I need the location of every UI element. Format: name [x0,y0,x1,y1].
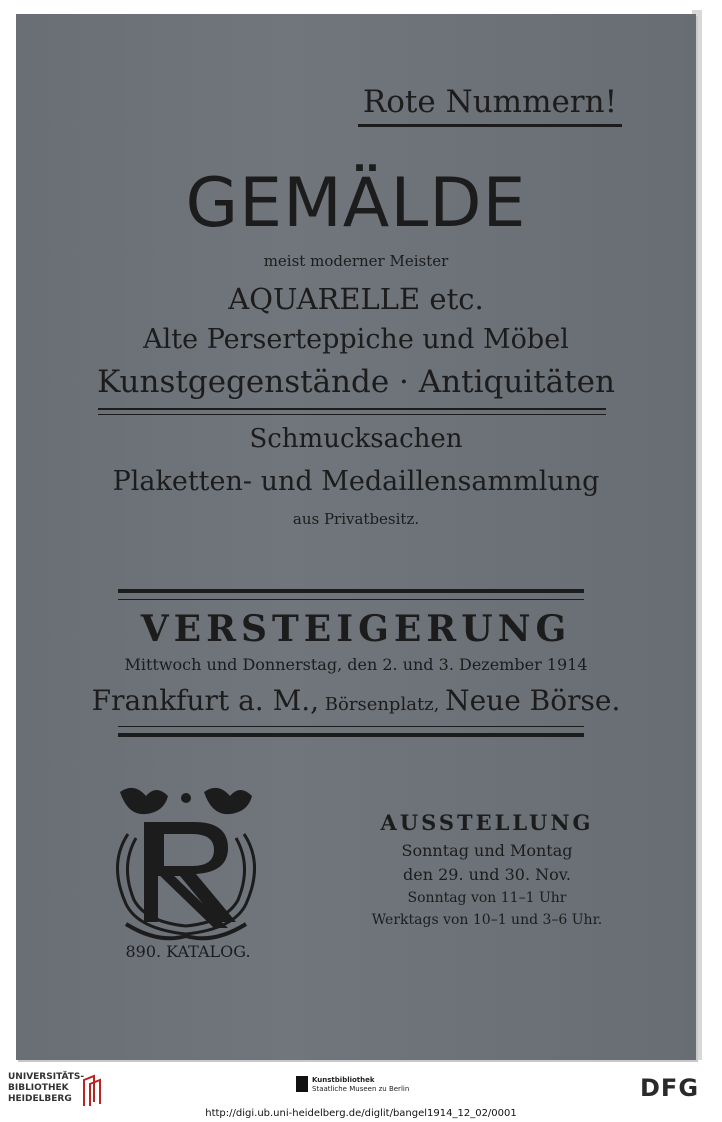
subtitle-meist: meist moderner Meister [263,252,449,270]
uni-line-2: BIBLIOTHEK [8,1083,69,1093]
auction-location [16,684,696,717]
uni-line-3: HEIDELBERG [8,1094,72,1104]
catalog-cover [16,14,696,1060]
ausstellung-weekday-hours: Werktags von 10–1 und 3–6 Uhr. [371,912,603,928]
kb-line-2: Staatliche Museen zu Berlin [312,1085,410,1093]
rote-nummern-heading: Rote Nummern! [358,84,622,127]
auction-date: Mittwoch und Donnerstag, den 2. und 3. Dezember 1914 [124,655,588,674]
monogram-logo-icon [98,774,274,950]
rule-top [118,589,584,600]
uni-heidelberg-label [8,1072,84,1105]
permalink-url[interactable]: http://digi.ub.uni-heidelberg.de/diglit/bangel1914_12_02/0001 [205,1108,517,1119]
subtitle-schmuck: Schmucksachen [249,424,463,454]
rule-bottom [118,726,584,737]
viewer-footer [0,1062,722,1122]
ausstellung-heading: AUSSTELLUNG [380,810,594,835]
location-venue: Neue Börse. [445,684,621,717]
kb-line-1: Kunstbibliothek [312,1076,375,1084]
ausstellung-dates: den 29. und 30. Nov. [403,865,571,884]
location-city: Frankfurt a. M., [91,684,320,717]
catalog-number: 890. KATALOG. [125,942,251,961]
ausstellung-sunday-hours: Sonntag von 11–1 Uhr [407,890,567,906]
subtitle-perser: Alte Perserteppiche und Möbel [143,324,569,355]
dfg-logo[interactable]: DFG [640,1074,700,1102]
kunstbibliothek-logo-icon[interactable] [296,1076,308,1092]
uni-line-1: UNIVERSITÄTS- [8,1072,85,1082]
subtitle-privat: aus Privatbesitz. [292,510,420,528]
subtitle-kunst: Kunstgegenstände · Antiquitäten [97,364,615,400]
cover-title: GEMÄLDE [185,164,527,243]
subtitle-plaketten: Plaketten- und Medaillensammlung [112,466,600,497]
uni-heidelberg-logo-icon[interactable] [82,1074,104,1108]
versteigerung-heading: VERSTEIGERUNG [140,608,572,650]
double-rule [98,408,606,415]
ausstellung-days: Sonntag und Montag [401,841,573,860]
kunstbibliothek-label [312,1076,409,1094]
ausstellung-block [362,810,612,931]
subtitle-aquarelle: AQUARELLE etc. [228,282,484,316]
location-square: Börsenplatz, [319,694,446,715]
